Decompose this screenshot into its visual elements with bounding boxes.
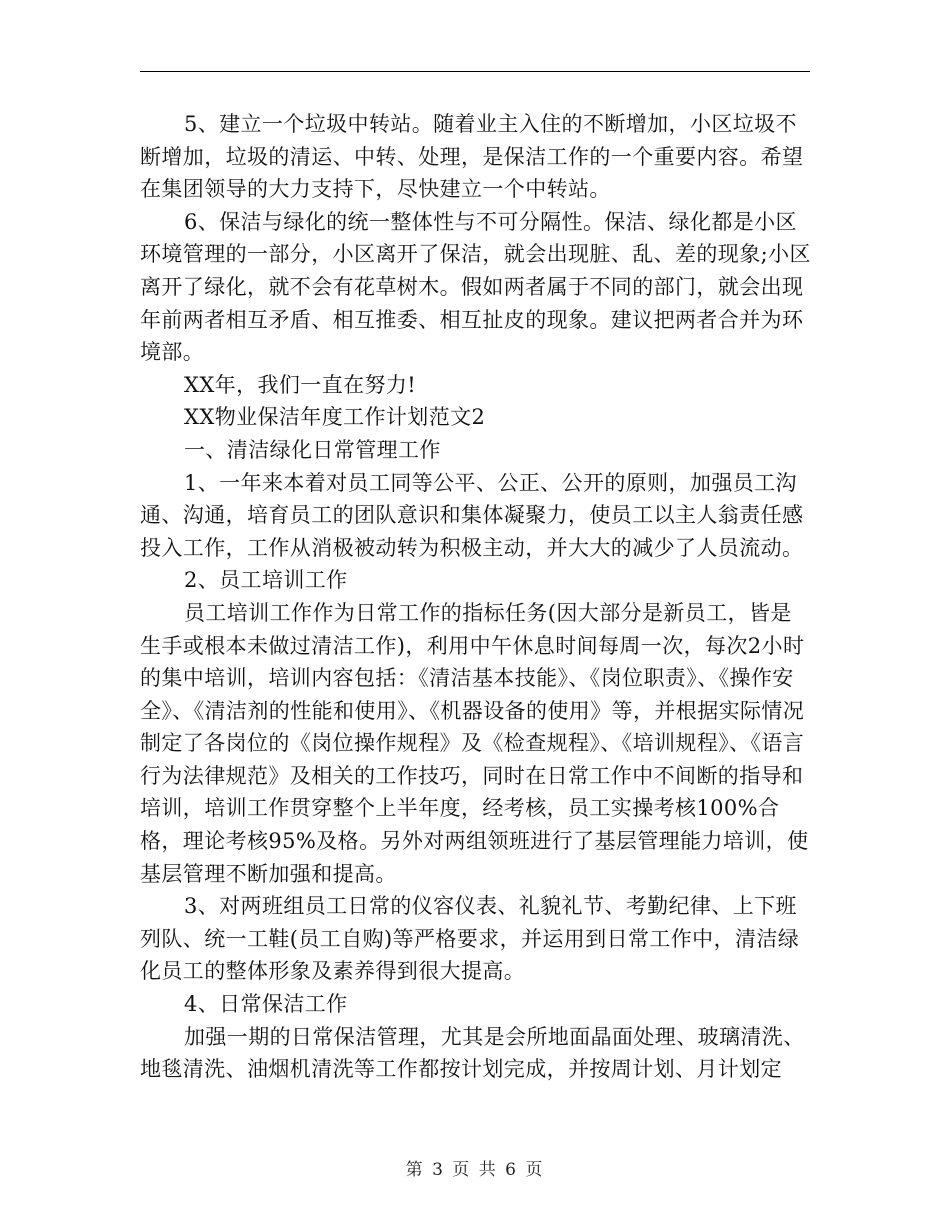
paragraph-item-6: 6、保洁与绿化的统一整体性与不可分隔性。保洁、绿化都是小区环境管理的一部分，小区离开了保洁，就会出现脏、乱、差的现象;小区离开了绿化，就不会有花草树木。假如两者属于不同的部门，就会出现年前两者相互矛盾、相互推委、相互扯皮的现象。建议把两者合并为环境部。 (140, 209, 811, 365)
section-heading-1: 一、清洁绿化日常管理工作 (184, 437, 441, 462)
document-body (140, 108, 812, 1086)
page-number: 第 3 页 共 6 页 (405, 1160, 545, 1180)
paragraph-daily-cleaning: 加强一期的日常保洁管理，尤其是会所地面晶面处理、玻璃清洗、地毯清洗、油烟机清洗等工作都按计划完成，并按周计划、月计划定 (140, 1024, 805, 1082)
section-title: XX物业保洁年度工作计划范文2 (184, 405, 486, 430)
subheading-training: 2、员工培训工作 (184, 568, 348, 593)
paragraph-training: 员工培训工作作为日常工作的指标任务(因大部分是新员工，皆是生手或根本未做过清洁工作)，利用中午休息时间每周一次，每次2小时的集中培训，培训内容包括：《清洁基本技能》、《岗位职责》、《操作安全》、《清洁剂的性能和使用》、《机器设备的使用》等，并根据实际情况制定了各岗位的《岗位操作规程》及《检查规程》、《培训规程》、《语言行为法律规范》及相关的工作技巧，同时在日常工作中不间断的指导和培训，培训工作贯穿整个上半年度，经考核，员工实操考核100%合格，理论考核95%及格。另外对两组领班进行了基层管理能力培训，使基层管理不断加强和提高。 (140, 600, 809, 886)
paragraph-item-5: 5、建立一个垃圾中转站。随着业主入住的不断增加，小区垃圾不断增加，垃圾的清运、中转、处理，是保洁工作的一个重要内容。希望在集团领导的大力支持下，尽快建立一个中转站。 (140, 112, 804, 202)
paragraph-item-3: 3、对两班组员工日常的仪容仪表、礼貌礼节、考勤纪律、上下班列队、统一工鞋(员工自购)等严格要求，并运用到日常工作中，清洁绿化员工的整体形象及素养得到很大提高。 (140, 894, 800, 984)
subheading-daily-cleaning: 4、日常保洁工作 (184, 992, 348, 1017)
closing-line: XX年，我们一直在努力! (184, 372, 417, 397)
paragraph-item-1: 1、一年来本着对员工同等公平、公正、公开的原则，加强员工沟通、沟通，培育员工的团队意识和集体凝聚力，使员工以主人翁责任感投入工作，工作从消极被动转为积极主动，并大大的减少了人员流动。 (140, 470, 804, 560)
header-rule (140, 71, 810, 72)
